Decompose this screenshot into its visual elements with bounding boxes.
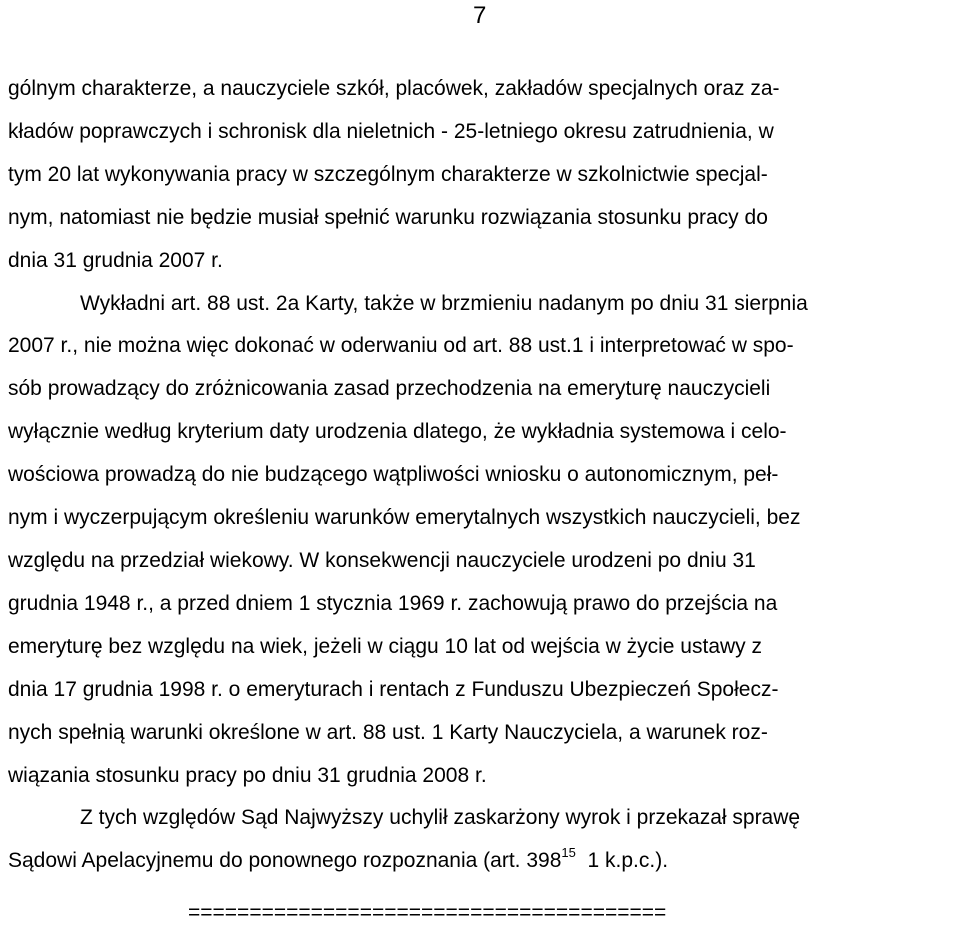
text-line: kładów poprawczych i schronisk dla nieletnich - 25-letniego okresu zatrudnienia, w (8, 119, 774, 143)
text-line: względu na przedział wiekowy. W konsekwencji nauczyciele urodzeni po dniu 31 (8, 548, 756, 572)
page-number: 7 (473, 2, 487, 29)
last-line-tail: 1 k.p.c.). (581, 849, 669, 873)
document-body (8, 68, 956, 883)
paragraph-start-line: Wykładni art. 88 ust. 2a Karty, także w brzmieniu nadanym po dniu 31 sierpnia (80, 291, 808, 315)
text-line: wiązania stosunku pracy po dniu 31 grudnia 2008 r. (8, 763, 487, 787)
text-line: dnia 17 grudnia 1998 r. o emeryturach i rentach z Funduszu Ubezpieczeń Społecz- (8, 677, 779, 701)
separator-line: ======================================= (188, 901, 667, 924)
superscript: 15 (561, 845, 576, 861)
text-line: wościowa prowadzą do nie budzącego wątpliwości wniosku o autonomicznym, peł- (8, 463, 779, 487)
text-line: dnia 31 grudnia 2007 r. (8, 248, 223, 272)
text-line: nych spełnią warunki określone w art. 88 ust. 1 Karty Nauczyciela, a warunek roz- (8, 720, 768, 744)
text-line: 2007 r., nie można więc dokonać w oderwaniu od art. 88 ust.1 i interpretować w spo- (8, 334, 794, 358)
text-line: emeryturę bez względu na wiek, jeżeli w ciągu 10 lat od wejścia w życie ustawy z (8, 634, 763, 658)
text-line: sób prowadzący do zróżnicowania zasad przechodzenia na emeryturę nauczycieli (8, 377, 771, 401)
text-line: gólnym charakterze, a nauczyciele szkół, placówek, zakładów specjalnych oraz za- (8, 77, 780, 100)
text-line: nym i wyczerpującym określeniu warunków emerytalnych wszystkich nauczycieli, bez (8, 506, 801, 530)
text-line: tym 20 lat wykonywania pracy w szczególnym charakterze w szkolnictwie specjal- (8, 162, 768, 186)
text-line: grudnia 1948 r., a przed dniem 1 stycznia 1969 r. zachowują prawo do przejścia na (8, 591, 778, 615)
paragraph-start-line: Z tych względów Sąd Najwyższy uchylił zaskarżony wyrok i przekazał sprawę (80, 806, 801, 830)
text-line-with-superscript (8, 840, 956, 883)
text-line: wyłącznie według kryterium daty urodzenia dlatego, że wykładnia systemowa i celo- (8, 420, 787, 444)
last-line-text: Sądowi Apelacyjnemu do ponownego rozpoznania (art. 398 (8, 849, 562, 873)
text-line: nym, natomiast nie będzie musiał spełnić warunku rozwiązania stosunku pracy do (8, 205, 768, 229)
